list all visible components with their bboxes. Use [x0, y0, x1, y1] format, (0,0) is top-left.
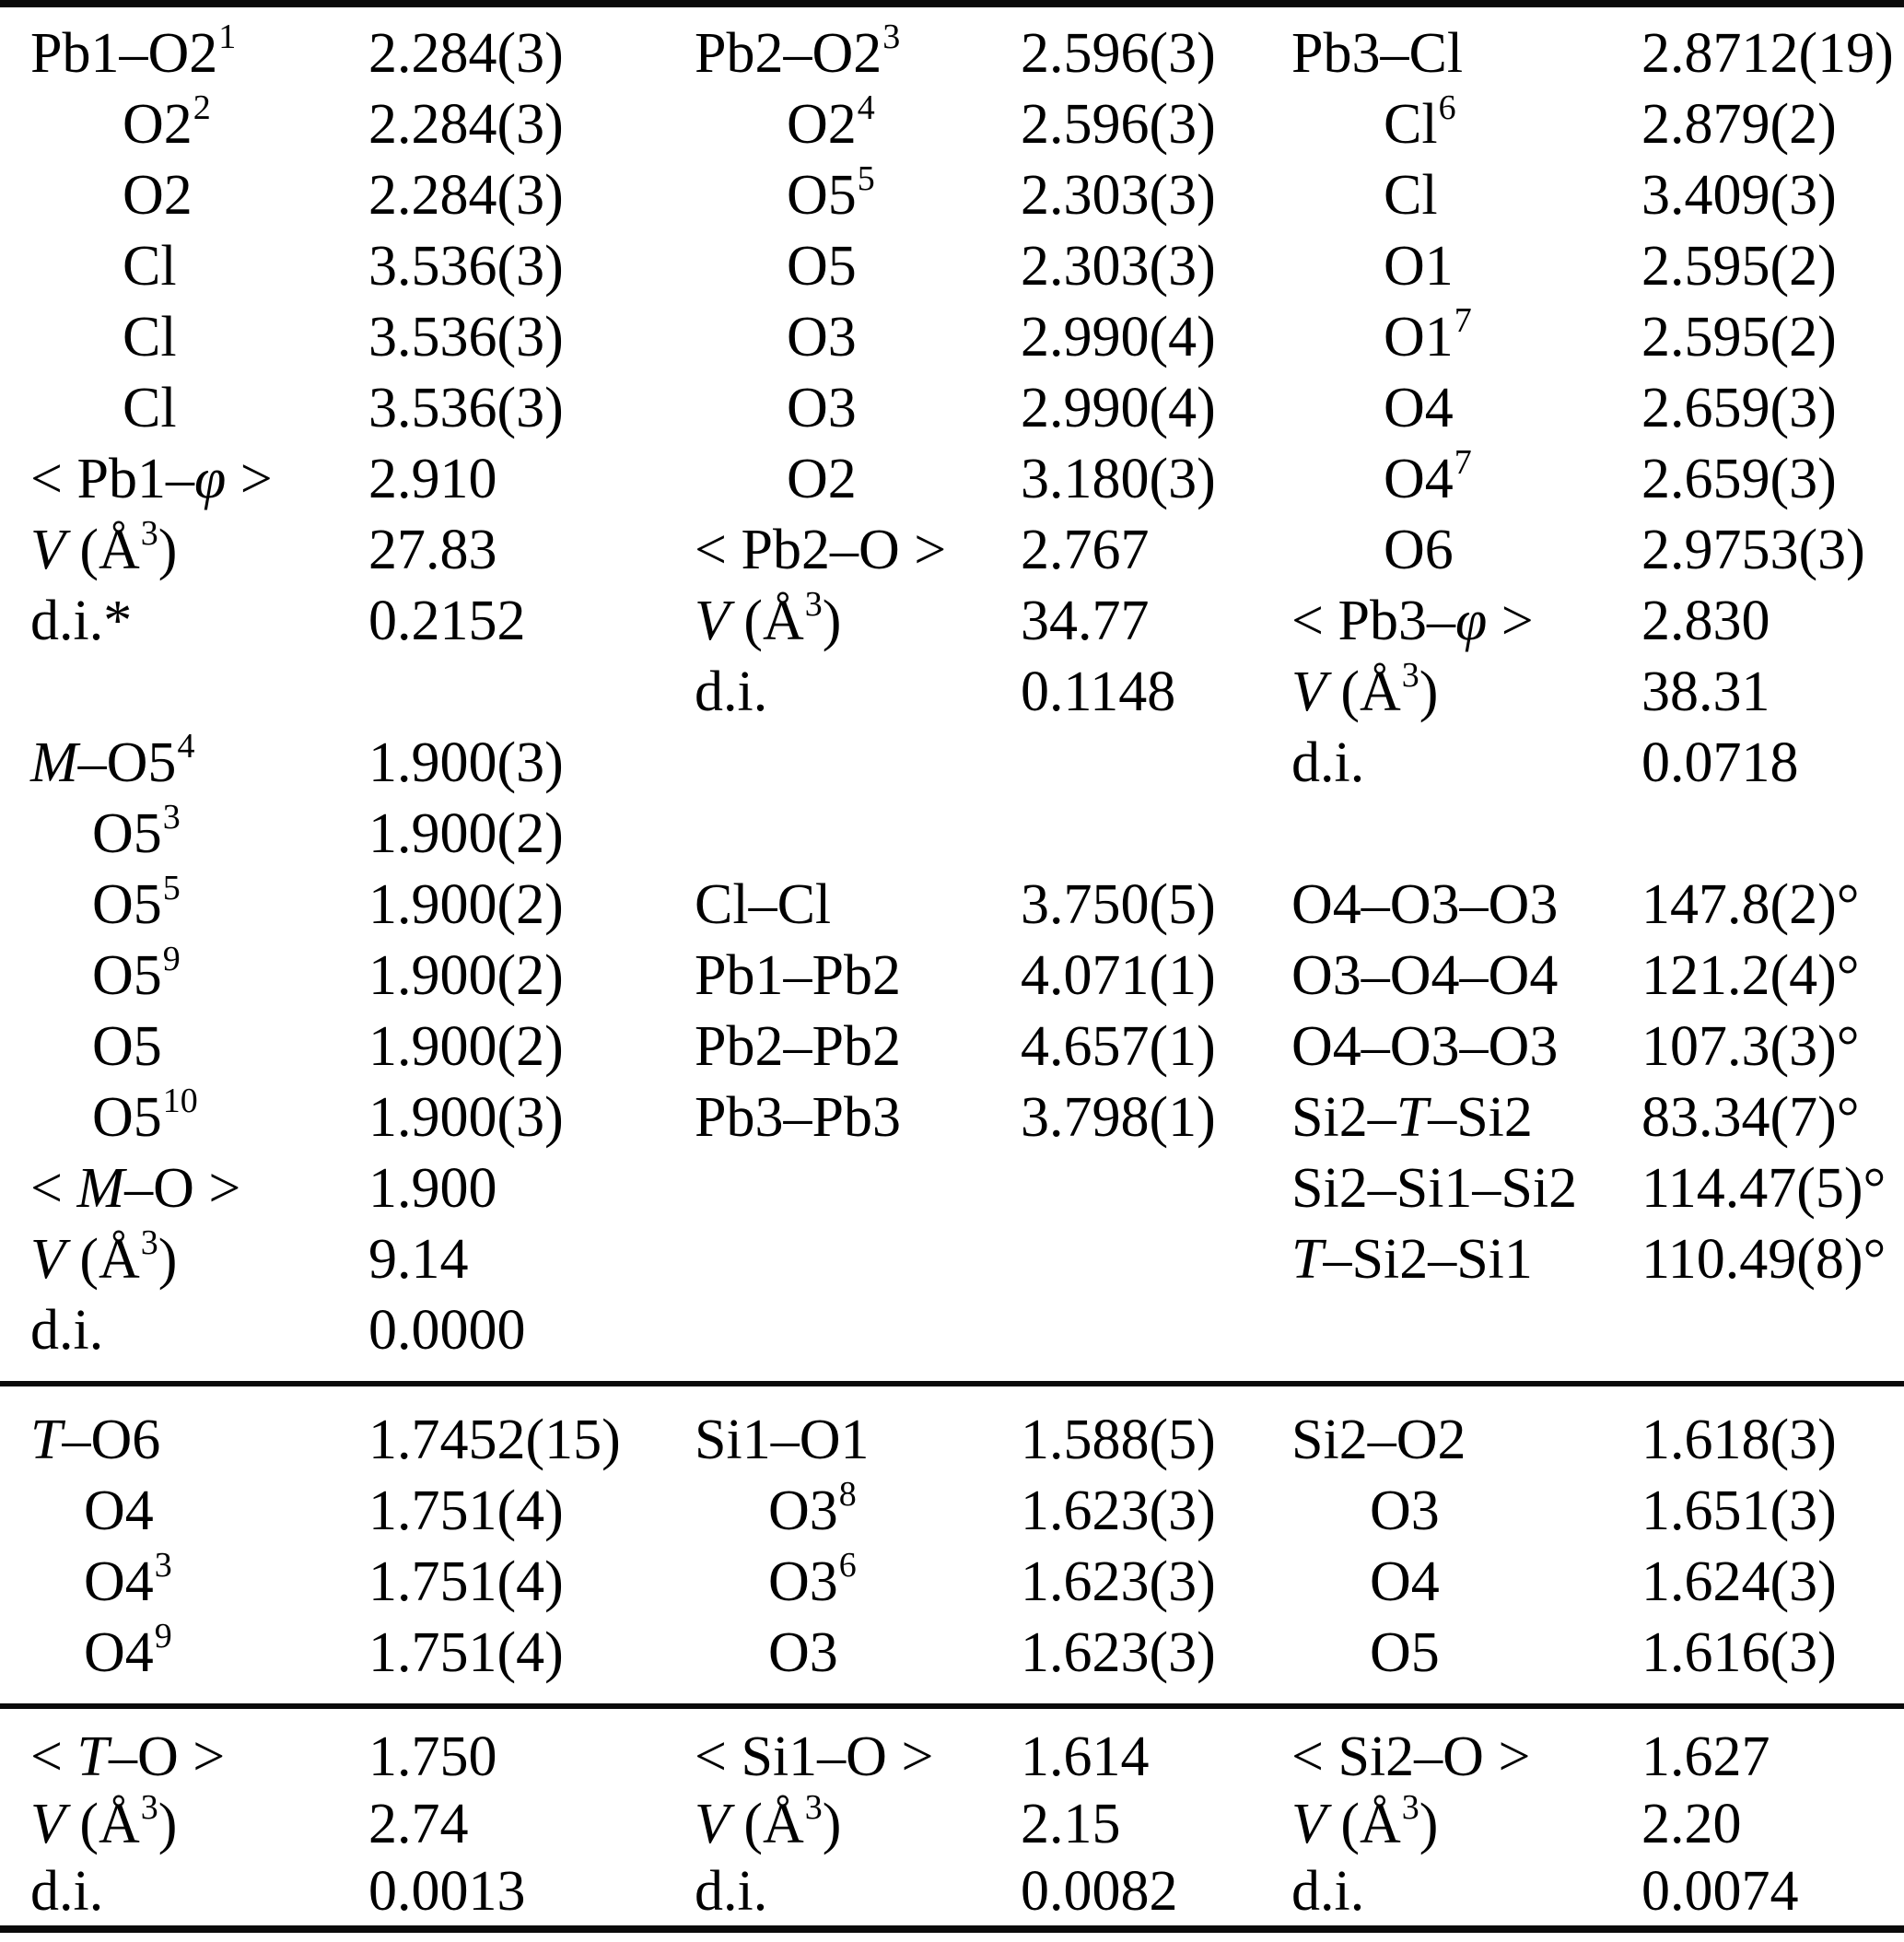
cell-label: O3	[787, 306, 857, 369]
cell-value: 27.83	[368, 519, 497, 581]
cell-value: 2.284(3)	[368, 164, 564, 227]
superscript: 1	[218, 18, 237, 56]
cell-label: d.i.	[1291, 1860, 1365, 1923]
cell-value: 3.536(3)	[368, 377, 564, 439]
cell-label: $O5^9$	[92, 940, 181, 1007]
cell-label: V $(Å^3)$	[30, 514, 178, 581]
cell-value: 1.900	[368, 1157, 497, 1220]
superscript: 7	[1454, 443, 1472, 482]
cell-label: O5	[1370, 1621, 1440, 1684]
cell-value: 2.8712(19)	[1641, 22, 1894, 85]
superscript: 9	[162, 940, 181, 978]
cell-value: 4.657(1)	[1021, 1015, 1216, 1078]
cell-label: O3–O4–O4	[1291, 944, 1559, 1007]
cell-value: 1.751(4)	[368, 1480, 564, 1542]
cell-label: d.i.*	[30, 590, 133, 652]
cell-value: 0.0013	[368, 1860, 526, 1923]
section-tetrahedral-averages	[0, 1709, 1904, 1925]
table-row	[0, 799, 1904, 870]
table-row	[0, 941, 1904, 1012]
italic-symbol: T	[76, 1726, 109, 1788]
cell-value: 147.8(2)°	[1641, 873, 1860, 936]
cell-value: 2.659(3)	[1641, 448, 1837, 510]
superscript: 3	[140, 1788, 158, 1827]
cell-label: Cl	[123, 306, 177, 369]
cell-value: 1.616(3)	[1641, 1621, 1837, 1684]
cell-label: Cl–Cl	[695, 873, 832, 936]
table-bottom-rule	[0, 1925, 1904, 1933]
cell-label: $O5^5$	[92, 869, 181, 936]
cell-value: 2.284(3)	[368, 93, 564, 156]
cell-value: 110.49(8)°	[1641, 1228, 1886, 1291]
cell-label: d.i.	[30, 1860, 104, 1923]
cell-value: 2.879(2)	[1641, 93, 1837, 156]
cell-label: O4–O3–O3	[1291, 873, 1559, 936]
cell-value: 1.900(2)	[368, 802, 564, 865]
table-row	[0, 444, 1904, 515]
table-top-rule	[0, 0, 1904, 7]
cell-label: O3	[787, 377, 857, 439]
cell-value: 2.596(3)	[1021, 93, 1216, 156]
cell-label: T–Si2–Si1	[1291, 1228, 1533, 1291]
cell-value: 2.767	[1021, 519, 1150, 581]
cell-value: 2.596(3)	[1021, 22, 1216, 85]
cell-value: 1.900(2)	[368, 1015, 564, 1078]
cell-value: 3.536(3)	[368, 306, 564, 369]
cell-value: 1.618(3)	[1641, 1409, 1837, 1471]
cell-label: O4	[1370, 1550, 1440, 1613]
cell-label: V $(Å^3)$	[695, 585, 842, 652]
cell-label: $Pb2-O2^3$	[695, 18, 901, 85]
cell-value: 2.595(2)	[1641, 235, 1837, 298]
italic-symbol: V	[695, 590, 730, 652]
cell-label: Si2–O2	[1291, 1409, 1466, 1471]
table-row	[0, 1547, 1904, 1618]
cell-value: 1.623(3)	[1021, 1550, 1216, 1613]
table-row	[0, 1012, 1904, 1082]
table-row	[0, 302, 1904, 373]
cell-label: O1	[1384, 235, 1454, 298]
cell-value: 3.180(3)	[1021, 448, 1216, 510]
cell-label: < Si2–O >	[1291, 1726, 1531, 1788]
cell-label: $O2^2$	[123, 88, 211, 156]
cell-label: V $(Å^3)$	[1291, 1788, 1439, 1855]
italic-symbol: V	[30, 1793, 65, 1855]
italic-symbol: φ	[193, 448, 227, 510]
cell-value: 1.7452(15)	[368, 1409, 621, 1471]
cell-value: 114.47(5)°	[1641, 1157, 1886, 1220]
cell-label: < T–O >	[30, 1726, 226, 1788]
cell-label: Si1–O1	[695, 1409, 870, 1471]
superscript: 3	[154, 1546, 172, 1585]
table-row	[0, 1224, 1904, 1295]
cell-label: Pb2–Pb2	[695, 1015, 901, 1078]
italic-symbol: M	[76, 1157, 125, 1220]
cell-label: O3	[768, 1621, 838, 1684]
cell-value: 0.0000	[368, 1299, 526, 1362]
cell-label: O4–O3–O3	[1291, 1015, 1559, 1078]
cell-label: $O3^8$	[768, 1475, 857, 1542]
italic-symbol: V	[30, 519, 65, 581]
cell-value: 3.750(5)	[1021, 873, 1216, 936]
superscript: 6	[1438, 88, 1456, 127]
superscript: 9	[154, 1617, 172, 1655]
superscript: 10	[162, 1082, 198, 1120]
cell-value: 3.798(1)	[1021, 1086, 1216, 1149]
cell-label: V $(Å^3)$	[30, 1788, 178, 1855]
cell-value: 1.900(3)	[368, 1086, 564, 1149]
superscript: 3	[140, 514, 158, 553]
cell-label: < Si1–O >	[695, 1726, 934, 1788]
cell-label: O2	[123, 164, 193, 227]
cell-label: O4	[1384, 377, 1454, 439]
cell-value: 0.0074	[1641, 1860, 1799, 1923]
cell-value: 2.15	[1021, 1793, 1121, 1855]
cell-label: $M-O5^4$	[30, 727, 195, 794]
table-row	[0, 18, 1904, 89]
cell-value: 0.1148	[1021, 661, 1176, 723]
cell-label: O4	[84, 1480, 154, 1542]
section-tetrahedral-bonds	[0, 1386, 1904, 1703]
table-row	[0, 1788, 1904, 1858]
cell-value: 1.623(3)	[1021, 1480, 1216, 1542]
cell-label: d.i.	[1291, 731, 1365, 794]
cell-value: 2.74	[368, 1793, 469, 1855]
cell-label: $O4^3$	[84, 1546, 172, 1613]
italic-symbol: V	[1291, 1793, 1326, 1855]
cell-label: O5	[92, 1015, 162, 1078]
cell-value: 2.284(3)	[368, 22, 564, 85]
italic-symbol: V	[30, 1228, 65, 1291]
table-row	[0, 515, 1904, 586]
cell-value: 1.751(4)	[368, 1621, 564, 1684]
cell-value: 2.830	[1641, 590, 1770, 652]
italic-symbol: V	[695, 1793, 730, 1855]
cell-label: O6	[1384, 519, 1454, 581]
table-row	[0, 1476, 1904, 1547]
italic-symbol: T	[1396, 1086, 1429, 1149]
cell-value: 83.34(7)°	[1641, 1086, 1860, 1149]
section-polyhedra-coordination	[0, 7, 1904, 1381]
cell-value: 2.9753(3)	[1641, 519, 1865, 581]
superscript: 5	[162, 869, 181, 907]
superscript: 8	[838, 1475, 857, 1514]
cell-value: 3.409(3)	[1641, 164, 1837, 227]
cell-value: 9.14	[368, 1228, 469, 1291]
cell-label: Pb3–Cl	[1291, 22, 1464, 85]
cell-value: 1.623(3)	[1021, 1621, 1216, 1684]
cell-value: 1.750	[368, 1726, 497, 1788]
superscript: 3	[162, 798, 181, 836]
superscript: 5	[857, 159, 875, 198]
cell-label: O3	[1370, 1480, 1440, 1542]
cell-label: Si2–Si1–Si2	[1291, 1157, 1578, 1220]
superscript: 3	[804, 585, 823, 624]
cell-value: 38.31	[1641, 661, 1770, 723]
superscript: 4	[857, 88, 875, 127]
cell-label: Cl	[123, 235, 177, 298]
table-row	[0, 231, 1904, 302]
cell-value: 2.303(3)	[1021, 235, 1216, 298]
table-row	[0, 1295, 1904, 1366]
italic-symbol: T	[1291, 1228, 1324, 1291]
cell-value: 0.0082	[1021, 1860, 1178, 1923]
cell-label: < Pb3–φ >	[1291, 590, 1534, 652]
cell-value: 121.2(4)°	[1641, 944, 1860, 1007]
italic-symbol: M	[30, 731, 78, 794]
cell-label: < Pb1–φ >	[30, 448, 273, 510]
table-row	[0, 89, 1904, 160]
cell-value: 34.77	[1021, 590, 1150, 652]
cell-value: 107.3(3)°	[1641, 1015, 1860, 1078]
cell-value: 1.624(3)	[1641, 1550, 1837, 1613]
superscript: 3	[140, 1223, 158, 1262]
table-row	[0, 1082, 1904, 1153]
cell-value: 1.588(5)	[1021, 1409, 1216, 1471]
cell-label: V $(Å^3)$	[695, 1788, 842, 1855]
cell-value: 1.900(2)	[368, 873, 564, 936]
table-row	[0, 586, 1904, 657]
cell-value: 1.651(3)	[1641, 1480, 1837, 1542]
cell-label: $O4^7$	[1384, 443, 1472, 510]
cell-value: 2.910	[368, 448, 497, 510]
cell-label: $O5^5$	[787, 159, 875, 227]
table-row	[0, 1618, 1904, 1689]
cell-label: Cl	[123, 377, 177, 439]
cell-label: Pb1–Pb2	[695, 944, 901, 1007]
cell-value: 1.627	[1641, 1726, 1770, 1788]
cell-label: $O3^6$	[768, 1546, 857, 1613]
cell-value: 1.900(2)	[368, 944, 564, 1007]
cell-label: Cl	[1384, 164, 1438, 227]
cell-label: < Pb2–O >	[695, 519, 947, 581]
cell-value: 0.2152	[368, 590, 526, 652]
italic-symbol: T	[30, 1409, 63, 1471]
table-row	[0, 1724, 1904, 1791]
cell-label: < M–O >	[30, 1157, 241, 1220]
cell-label: V $(Å^3)$	[1291, 656, 1439, 723]
cell-label: $O5^{10}$	[92, 1082, 198, 1149]
cell-value: 2.20	[1641, 1793, 1742, 1855]
cell-label: Si2–T–Si2	[1291, 1086, 1533, 1149]
cell-value: 1.614	[1021, 1726, 1150, 1788]
superscript: 6	[838, 1546, 857, 1585]
italic-symbol: V	[1291, 661, 1326, 723]
table-row	[0, 1405, 1904, 1476]
cell-label: d.i.	[695, 1860, 768, 1923]
cell-value: 3.536(3)	[368, 235, 564, 298]
cell-label: Cl$^6$	[1384, 88, 1456, 156]
superscript: 4	[177, 727, 195, 766]
table-row	[0, 160, 1904, 231]
cell-label: d.i.	[30, 1299, 104, 1362]
cell-label: $Pb1-O2^1$	[30, 18, 237, 85]
table-row	[0, 373, 1904, 444]
cell-value: 0.0718	[1641, 731, 1799, 794]
superscript: 3	[1401, 656, 1419, 695]
cell-value: 2.303(3)	[1021, 164, 1216, 227]
cell-label: T–O6	[30, 1409, 161, 1471]
cell-label: Pb3–Pb3	[695, 1086, 901, 1149]
table-row	[0, 870, 1904, 941]
cell-label: $O2^4$	[787, 88, 875, 156]
superscript: 2	[193, 88, 211, 127]
italic-symbol: φ	[1454, 590, 1488, 652]
table-row	[0, 728, 1904, 799]
cell-label: $O1^7$	[1384, 301, 1472, 369]
cell-value: 2.990(4)	[1021, 377, 1216, 439]
cell-value: 2.990(4)	[1021, 306, 1216, 369]
cell-value: 1.751(4)	[368, 1550, 564, 1613]
cell-value: 4.071(1)	[1021, 944, 1216, 1007]
cell-label: $O4^9$	[84, 1617, 172, 1684]
table-row	[0, 657, 1904, 728]
cell-value: 2.659(3)	[1641, 377, 1837, 439]
cell-label: O5	[787, 235, 857, 298]
cell-value: 2.595(2)	[1641, 306, 1837, 369]
superscript: 7	[1454, 301, 1472, 340]
cell-value: 1.900(3)	[368, 731, 564, 794]
cell-label: V $(Å^3)$	[30, 1223, 178, 1291]
superscript: 3	[882, 18, 901, 56]
table-row	[0, 1153, 1904, 1224]
superscript: 3	[1401, 1788, 1419, 1827]
cell-label: O2	[787, 448, 857, 510]
superscript: 3	[804, 1788, 823, 1827]
cell-label: $O5^3$	[92, 798, 181, 865]
cell-label: d.i.	[695, 661, 768, 723]
table-row	[0, 1858, 1904, 1925]
